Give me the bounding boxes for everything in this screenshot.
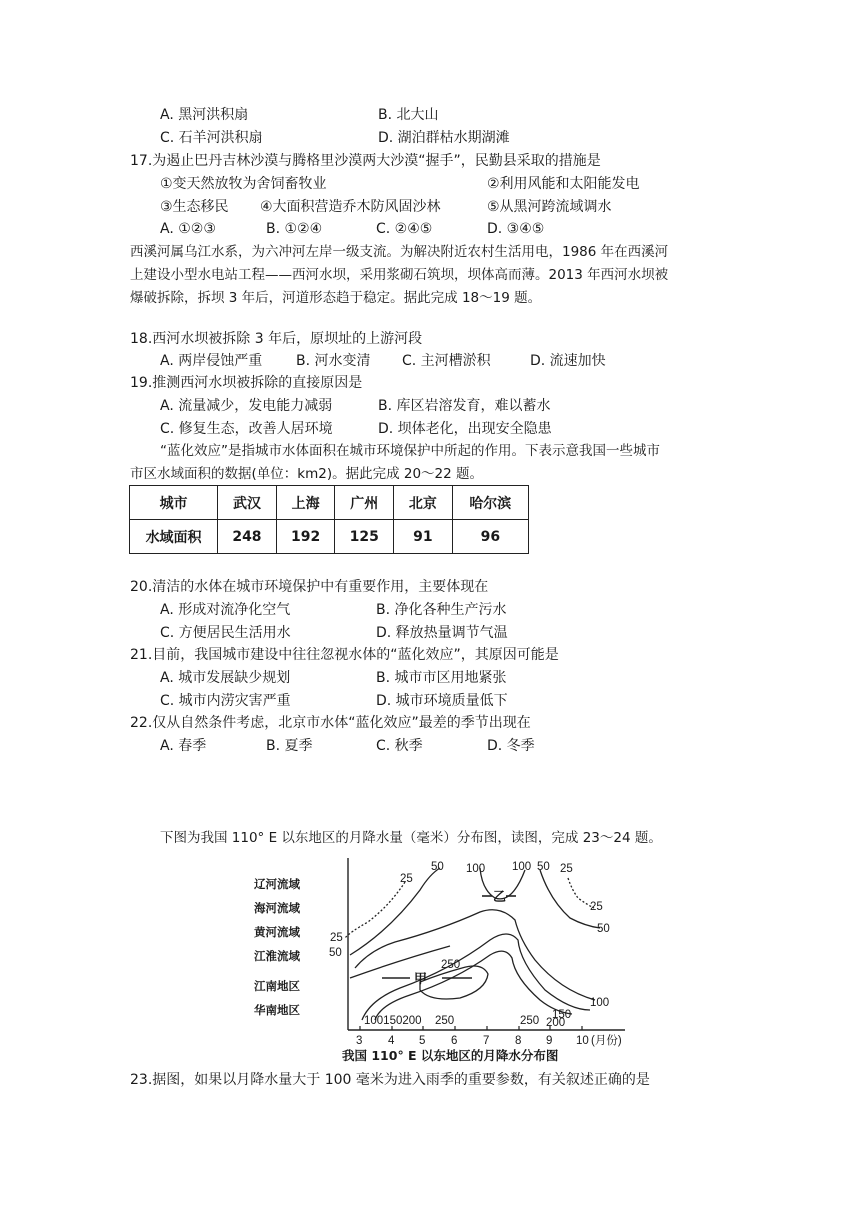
mark-jia: 甲	[414, 971, 428, 986]
passage-18-19-line-2: 上建设小型水电站工程——西河水坝，采用浆砌石筑坝，坝体高而薄。2013 年西河水坝被	[130, 267, 669, 283]
q18-stem: 18.西河水坝被拆除 3 年后，原坝址的上游河段	[130, 331, 423, 347]
x-tick-label: 9	[546, 1035, 553, 1047]
q20-option-b: B. 净化各种生产污水	[376, 602, 507, 618]
table-cell: 248	[218, 520, 277, 554]
table-cell: 192	[276, 520, 335, 554]
table-cell: 哈尔滨	[452, 486, 528, 520]
region-label-huanghe: 黄河流域	[254, 927, 300, 939]
contour-label: 50	[329, 947, 342, 959]
q16-option-d: D. 湖泊群枯水期湖滩	[378, 130, 510, 146]
q20-stem: 20.清洁的水体在城市环境保护中有重要作用，主要体现在	[130, 579, 489, 595]
q18-option-c: C. 主河槽淤积	[402, 353, 491, 369]
q21-option-c: C. 城市内涝灾害严重	[160, 693, 291, 709]
x-tick-label: 5	[419, 1035, 426, 1047]
contour-label: 100150200	[364, 1015, 422, 1027]
q19-option-d: D. 坝体老化，出现安全隐患	[378, 421, 552, 437]
contour-150	[362, 934, 590, 1020]
q17-option-b: B. ①②④	[266, 221, 323, 237]
q20-option-c: C. 方便居民生活用水	[160, 625, 291, 641]
q16-option-b: B. 北大山	[378, 107, 439, 123]
region-label-jiangnan: 江南地区	[254, 981, 300, 993]
contour-label: 50	[431, 861, 444, 873]
x-tick-label: 8	[515, 1035, 522, 1047]
q22-stem: 22.仅从自然条件考虑，北京市水体“蓝化效应”最差的季节出现在	[130, 715, 531, 731]
mark-yi: 乙	[493, 889, 507, 904]
region-label-jianghuai: 江淮流域	[254, 951, 300, 963]
q19-option-b: B. 库区岩溶发育，难以蓄水	[378, 398, 551, 414]
contour-label: 50	[537, 861, 550, 873]
table-header-row	[130, 486, 529, 520]
q21-stem: 21.目前，我国城市建设中往往忽视水体的“蓝化效应”，其原因可能是	[130, 647, 559, 663]
contour-label: 100	[512, 861, 532, 873]
table-cell: 武汉	[218, 486, 277, 520]
passage-20-22-line-1: “蓝化效应”是指城市水体面积在城市环境保护中所起的作用。下表示意我国一些城市	[160, 443, 660, 459]
contour-label: 25	[590, 901, 603, 913]
q18-option-a: A. 两岸侵蚀严重	[160, 353, 263, 369]
contour-label: 25	[400, 873, 413, 885]
q22-option-a: A. 春季	[160, 738, 207, 754]
q17-measure-2: ②利用风能和太阳能发电	[487, 176, 640, 192]
table-cell: 91	[394, 520, 453, 554]
q19-option-c: C. 修复生态，改善人居环境	[160, 421, 333, 437]
contour-label: 50	[597, 923, 610, 935]
q20-option-d: D. 释放热量调节气温	[376, 625, 508, 641]
q17-measure-5: ⑤从黑河跨流域调水	[487, 199, 612, 215]
q19-stem: 19.推测西河水坝被拆除的直接原因是	[130, 375, 363, 391]
passage-18-19-line-3: 爆破拆除，拆坝 3 年后，河道形态趋于稳定。据此完成 18～19 题。	[130, 290, 542, 306]
q16-option-c: C. 石羊河洪积扇	[160, 130, 263, 146]
q16-option-a: A. 黑河洪积扇	[160, 107, 249, 123]
table-cell: 96	[452, 520, 528, 554]
q17-measure-1: ①变天然放牧为舍饲畜牧业	[160, 176, 327, 192]
x-tick-label: 10	[576, 1035, 589, 1047]
table-cell: 上海	[276, 486, 335, 520]
q21-option-a: A. 城市发展缺少规划	[160, 670, 291, 686]
region-label-huanan: 华南地区	[254, 1005, 300, 1017]
contour-label: 150	[552, 1009, 572, 1021]
table-cell: 北京	[394, 486, 453, 520]
q17-option-c: C. ②④⑤	[376, 221, 433, 237]
q17-measure-3: ③生态移民	[160, 199, 229, 215]
q21-option-b: B. 城市市区用地紧张	[376, 670, 507, 686]
passage-18-19-line-1: 西溪河属乌江水系，为六冲河左岸一级支流。为解决附近农村生活用电，1986 年在西溪河	[130, 244, 669, 260]
contour-label: 250	[441, 959, 461, 971]
contour-label: 25	[330, 932, 343, 944]
q22-option-c: C. 秋季	[376, 738, 423, 754]
contour-200	[375, 951, 572, 1020]
q23-stem: 23.据图，如果以月降水量大于 100 毫米为进入雨季的重要参数，有关叙述正确的是	[130, 1072, 650, 1088]
q17-measure-4: ④大面积营造乔木防风固沙林	[260, 199, 441, 215]
figure-intro: 下图为我国 110° E 以东地区的月降水量（毫米）分布图，读图，完成 23～24 题。	[160, 830, 662, 846]
q22-option-b: B. 夏季	[266, 738, 313, 754]
table-cell: 125	[335, 520, 394, 554]
q21-option-d: D. 城市环境质量低下	[376, 693, 508, 709]
contour-label: 250	[520, 1015, 540, 1027]
water-area-table	[129, 485, 529, 554]
x-axis-unit: (月份)	[591, 1035, 622, 1047]
table-cell: 城市	[130, 486, 218, 520]
q19-option-a: A. 流量减少，发电能力减弱	[160, 398, 333, 414]
contour-label: 100	[466, 863, 486, 875]
x-tick-label: 3	[356, 1035, 363, 1047]
precipitation-contour-map	[250, 850, 640, 1050]
q17-option-a: A. ①②③	[160, 221, 216, 237]
table-cell: 广州	[335, 486, 394, 520]
q18-option-d: D. 流速加快	[530, 353, 606, 369]
contour-50-right	[540, 870, 600, 928]
passage-20-22-line-2: 市区水域面积的数据(单位：km2)。据此完成 20～22 题。	[130, 466, 484, 482]
q17-stem: 17.为遏止巴丹吉林沙漠与腾格里沙漠两大沙漠“握手”，民勤县采取的措施是	[130, 153, 601, 169]
region-label-liaohe: 辽河流域	[254, 879, 300, 891]
contour-label: 25	[560, 863, 573, 875]
x-tick-label: 4	[388, 1035, 395, 1047]
contour-label: 200	[546, 1017, 566, 1029]
q20-option-a: A. 形成对流净化空气	[160, 602, 291, 618]
region-label-haihe: 海河流域	[254, 903, 300, 915]
table-cell: 水域面积	[130, 520, 218, 554]
contour-label: 100	[590, 997, 610, 1009]
q18-option-b: B. 河水变清	[296, 353, 371, 369]
x-tick-label: 7	[483, 1035, 490, 1047]
x-tick-label: 6	[451, 1035, 458, 1047]
figure-title: 我国 110° E 以东地区的月降水分布图	[342, 1048, 559, 1063]
q17-option-d: D. ③④⑤	[487, 221, 545, 237]
contour-25-left	[345, 882, 405, 938]
q22-option-d: D. 冬季	[487, 738, 535, 754]
table-row	[130, 520, 529, 554]
contour-label: 250	[435, 1015, 455, 1027]
